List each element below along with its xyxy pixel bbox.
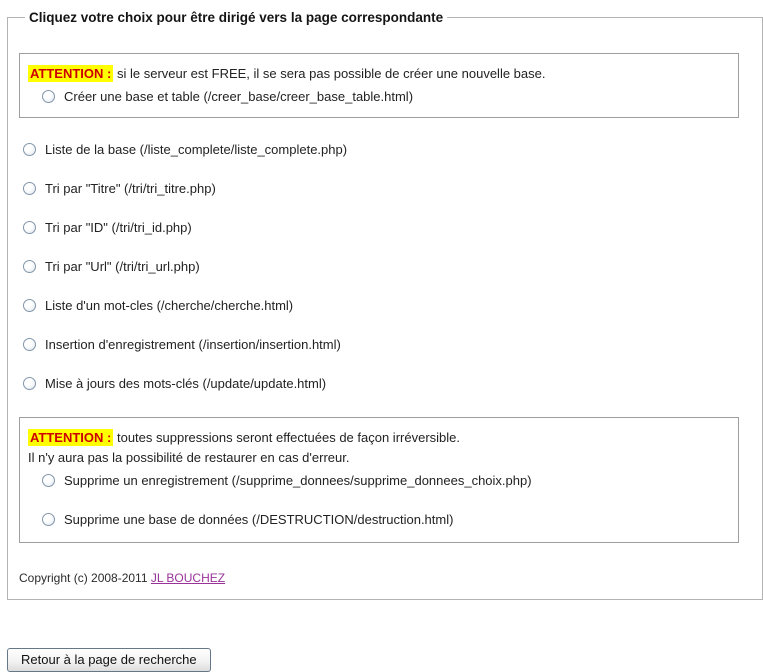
radio-option-supprime-enregistrement[interactable] — [42, 473, 730, 488]
radio-option-create-base[interactable] — [42, 89, 730, 104]
back-to-search-button[interactable]: Retour à la page de recherche — [7, 648, 211, 672]
radio-option-label: Mise à jours des mots-clés (/update/update.html) — [45, 376, 327, 391]
radio-option-label: Insertion d'enregistrement (/insertion/insertion.html) — [45, 337, 341, 352]
page-title: Cliquez votre choix pour être dirigé vers la page correspondante — [29, 10, 444, 25]
radio-option-tri-id[interactable] — [23, 220, 748, 235]
radio-button-icon[interactable] — [23, 299, 36, 312]
radio-option-label: Supprime un enregistrement (/supprime_donnees/supprime_donnees_choix.php) — [64, 473, 532, 488]
radio-option-liste-base[interactable] — [23, 142, 748, 157]
copyright-line — [19, 571, 748, 585]
warning-box-create — [19, 53, 739, 118]
radio-option-label: Tri par "Titre" (/tri/tri_titre.php) — [45, 181, 216, 196]
radio-button-icon[interactable] — [42, 90, 55, 103]
attention-badge: ATTENTION : — [30, 66, 112, 81]
radio-option-mot-cles[interactable] — [23, 298, 748, 313]
radio-button-icon[interactable] — [23, 221, 36, 234]
radio-button-icon[interactable] — [23, 338, 36, 351]
warning-delete-note: Il n'y aura pas la possibilité de restaurer en cas d'erreur. — [28, 450, 350, 465]
radio-option-label: Liste d'un mot-cles (/cherche/cherche.html) — [45, 298, 294, 313]
radio-option-supprime-base[interactable] — [42, 512, 730, 527]
radio-button-icon[interactable] — [23, 143, 36, 156]
warning-create-text: si le serveur est FREE, il se sera pas possible de créer une nouvelle base. — [116, 66, 546, 81]
copyright-text: Copyright (c) 2008-2011 — [19, 571, 151, 585]
page — [0, 10, 650, 667]
attention-badge: ATTENTION : — [30, 430, 112, 445]
radio-option-label: Tri par "Url" (/tri/tri_url.php) — [45, 259, 200, 274]
radio-option-label: Tri par "ID" (/tri/tri_id.php) — [45, 220, 192, 235]
radio-button-icon[interactable] — [23, 377, 36, 390]
radio-button-icon[interactable] — [42, 474, 55, 487]
radio-option-update[interactable] — [23, 376, 748, 391]
radio-option-label: Supprime une base de données (/DESTRUCTION/destruction.html) — [64, 512, 454, 527]
radio-option-insertion[interactable] — [23, 337, 748, 352]
radio-button-icon[interactable] — [42, 513, 55, 526]
radio-option-label: Créer une base et table (/creer_base/creer_base_table.html) — [64, 89, 414, 104]
warning-delete-text: toutes suppressions seront effectuées de façon irréversible. — [116, 430, 460, 445]
radio-option-tri-titre[interactable] — [23, 181, 748, 196]
warning-delete-line — [28, 429, 730, 446]
choice-fieldset — [7, 10, 763, 600]
warning-create-line — [28, 65, 730, 82]
author-link[interactable]: JL BOUCHEZ — [150, 571, 226, 585]
warning-box-delete — [19, 417, 739, 543]
radio-button-icon[interactable] — [23, 182, 36, 195]
radio-option-label: Liste de la base (/liste_complete/liste_complete.php) — [45, 142, 348, 157]
radio-option-tri-url[interactable] — [23, 259, 748, 274]
radio-button-icon[interactable] — [23, 260, 36, 273]
